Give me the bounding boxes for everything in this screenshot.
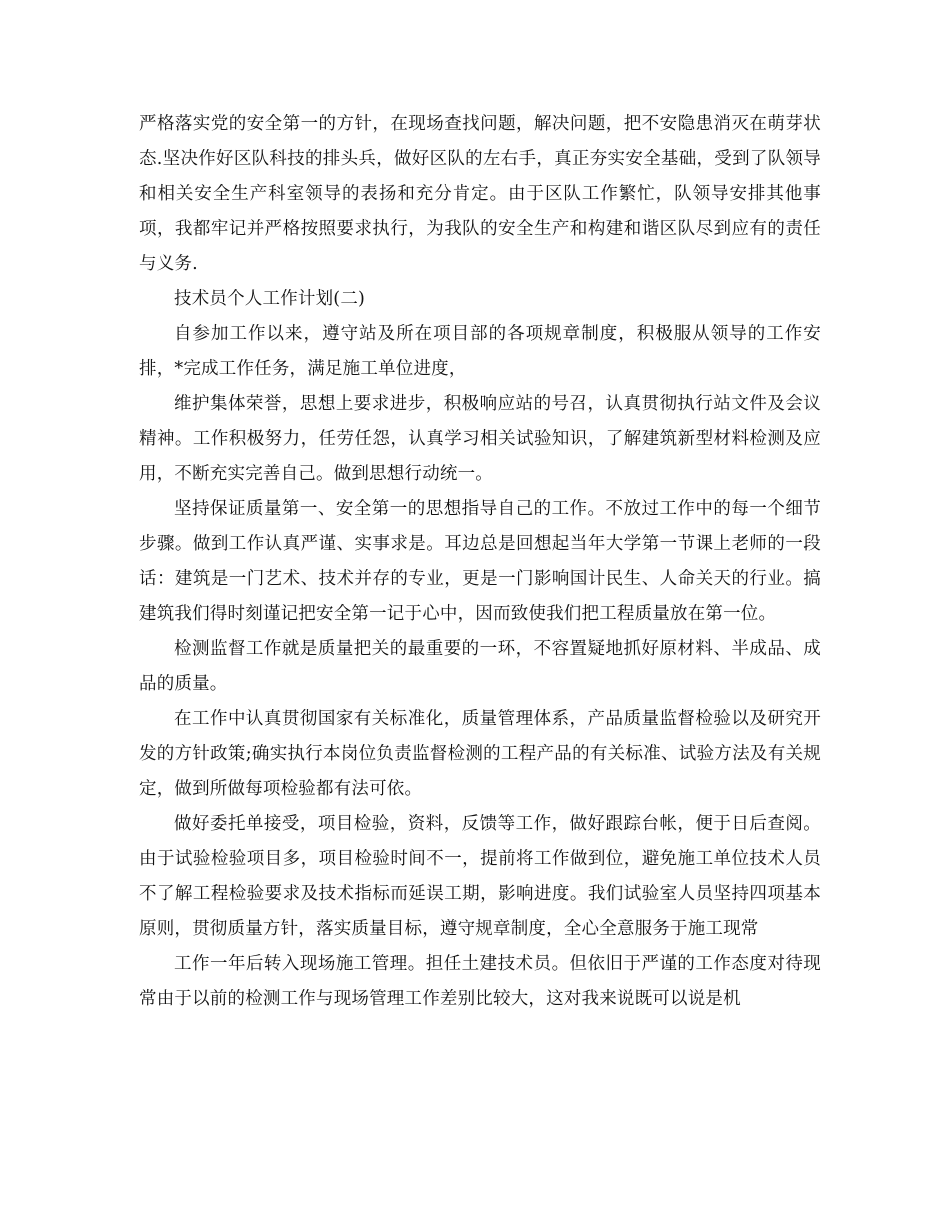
paragraph-1: 严格落实党的安全第一的方针，在现场查找问题，解决问题，把不安隐患消灭在萌芽状态.坚决作好区队科技的排头兵，做好区队的左右手，真正夯实安全基础，受到了队领导和相关安全生产科室领导的表扬和充分肯定。由于区队工作繁忙，队领导安排其他事项，我都牢记并严格按照要求执行，为我队的安全生产和构建和谐区队尽到应有的责任与义务. (139, 114, 821, 274)
paragraph-6: 在工作中认真贯彻国家有关标准化，质量管理体系，产品质量监督检验以及研究开发的方针政策;确实执行本岗位负责监督检测的工程产品的有关标准、试验方法及有关规定，做到所做每项检验都有法可依。 (139, 709, 821, 799)
paragraph-3: 维护集体荣誉，思想上要求进步，积极响应站的号召，认真贯彻执行站文件及会议精神。工作积极努力，任劳任怨，认真学习相关试验知识，了解建筑新型材料检测及应用，不断充实完善自己。做到思想行动统一。 (139, 394, 821, 484)
paragraph-2: 自参加工作以来，遵守站及所在项目部的各项规章制度，积极服从领导的工作安排，*完成工作任务，满足施工单位进度， (139, 324, 821, 379)
paragraph-8: 工作一年后转入现场施工管理。担任土建技术员。但依旧于严谨的工作态度对待现常由于以前的检测工作与现场管理工作差别比较大，这对我来说既可以说是机 (139, 954, 821, 1009)
paragraph-7: 做好委托单接受，项目检验，资料，反馈等工作，做好跟踪台帐，便于日后查阅。由于试验检验项目多，项目检验时间不一，提前将工作做到位，避免施工单位技术人员不了解工程检验要求及技术指标而延误工期，影响进度。我们试验室人员坚持四项基本原则，贯彻质量方针，落实质量目标，遵守规章制度，全心全意服务于施工现常 (139, 814, 821, 939)
paragraph-5: 检测监督工作就是质量把关的最重要的一环，不容置疑地抓好原材料、半成品、成品的质量。 (139, 639, 821, 694)
document-body (139, 107, 821, 1017)
paragraph-4: 坚持保证质量第一、安全第一的思想指导自己的工作。不放过工作中的每一个细节步骤。做到工作认真严谨、实事求是。耳边总是回想起当年大学第一节课上老师的一段话：建筑是一门艺术、技术并存的专业，更是一门影响国计民生、人命关天的行业。搞建筑我们得时刻谨记把安全第一记于心中，因而致使我们把工程质量放在第一位。 (139, 499, 821, 624)
section-heading: 技术员个人工作计划(二) (174, 289, 366, 309)
